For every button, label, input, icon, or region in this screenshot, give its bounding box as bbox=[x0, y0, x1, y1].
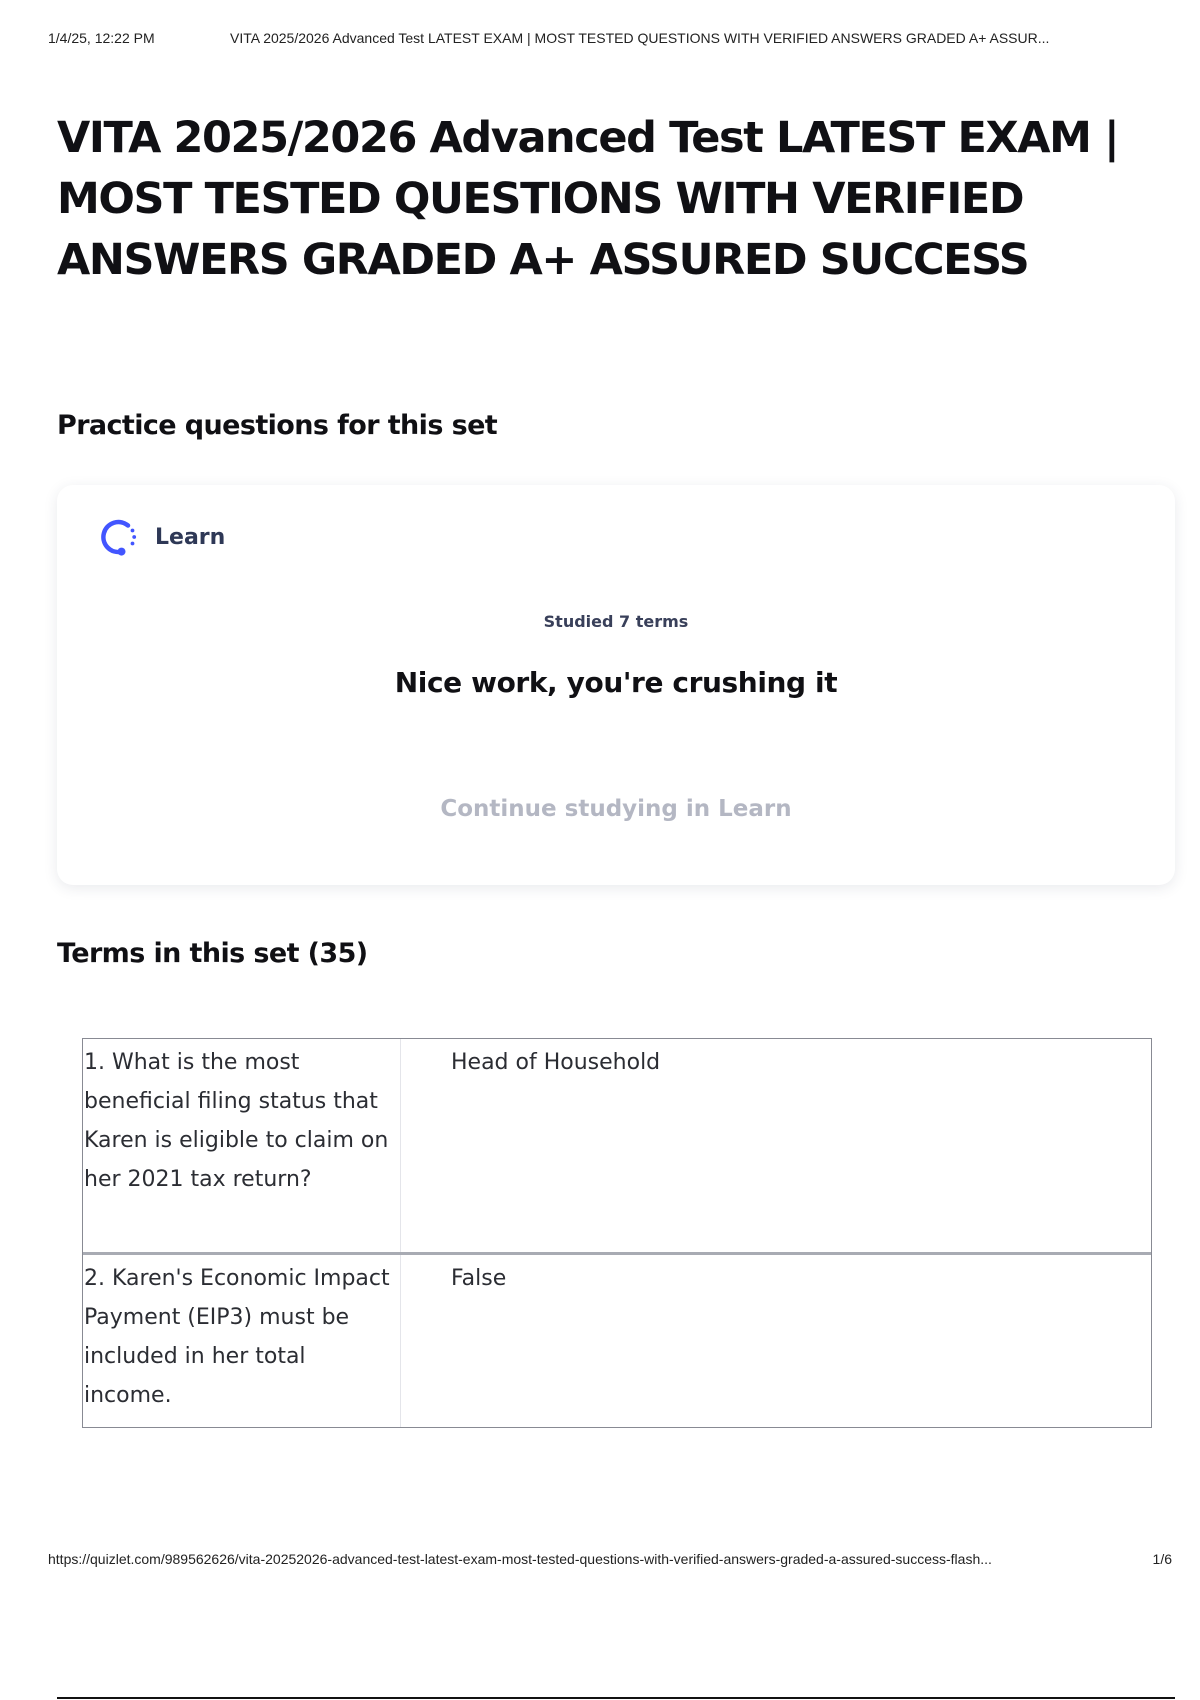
continue-learn-button[interactable]: Continue studying in Learn bbox=[440, 796, 792, 822]
print-header bbox=[48, 30, 1172, 46]
terms-heading: Terms in this set (35) bbox=[57, 938, 368, 969]
term-answer: False bbox=[451, 1266, 507, 1291]
term-question: 2. Karen's Economic Impact Payment (EIP3) must be included in her total income. bbox=[83, 1255, 401, 1427]
learn-card bbox=[57, 485, 1175, 885]
terms-table bbox=[82, 1038, 1152, 1428]
studied-count: Studied 7 terms bbox=[543, 612, 689, 631]
progress-message: Nice work, you're crushing it bbox=[394, 666, 838, 699]
print-date: 1/4/25, 12:22 PM bbox=[48, 30, 155, 46]
page-divider bbox=[57, 1697, 1175, 1699]
term-question: 1. What is the most beneficial filing status that Karen is eligible to claim on her 2021 tax return? bbox=[83, 1039, 401, 1252]
learn-header[interactable] bbox=[97, 515, 225, 559]
print-document-title: VITA 2025/2026 Advanced Test LATEST EXAM | MOST TESTED QUESTIONS WITH VERIFIED ANSWERS GRADED A+ ASSUR... bbox=[230, 30, 1050, 46]
practice-heading: Practice questions for this set bbox=[57, 410, 498, 441]
term-row bbox=[83, 1039, 1151, 1252]
term-row bbox=[83, 1252, 1151, 1427]
page-url: https://quizlet.com/989562626/vita-20252026-advanced-test-latest-exam-most-tested-questions-with-verified-answers-graded-a-assured-success-flash... bbox=[48, 1551, 992, 1567]
learn-label: Learn bbox=[155, 524, 226, 550]
print-footer bbox=[48, 1551, 1172, 1567]
learn-progress-icon bbox=[97, 515, 141, 559]
page-number: 1/6 bbox=[1152, 1551, 1172, 1567]
term-answer: Head of Household bbox=[451, 1050, 661, 1075]
page-title: VITA 2025/2026 Advanced Test LATEST EXAM | MOST TESTED QUESTIONS WITH VERIFIED ANSWERS GRADED A+ ASSURED SUCCESS bbox=[57, 113, 1119, 285]
